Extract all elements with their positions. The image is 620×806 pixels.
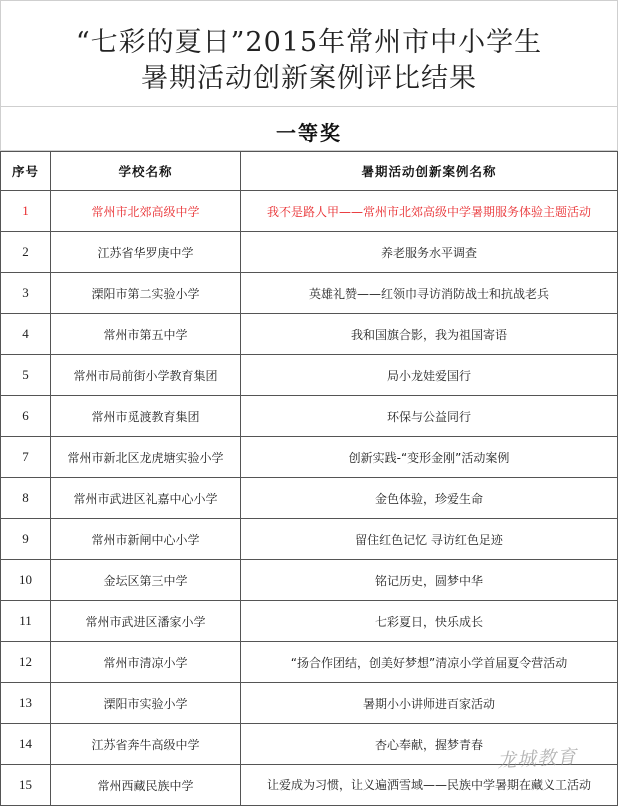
school-name-cell: 江苏省华罗庚中学	[51, 232, 241, 273]
case-name-cell: 让爱成为习惯，让义遍洒雪域——民族中学暑期在藏义工活动	[241, 765, 618, 806]
row-number-cell: 3	[1, 273, 51, 314]
case-name-cell: 留住红色记忆 寻访红色足迹	[241, 519, 618, 560]
school-name-cell: 常州市新闸中心小学	[51, 519, 241, 560]
row-number-cell: 1	[1, 191, 51, 232]
school-name-cell: 常州市新北区龙虎塘实验小学	[51, 437, 241, 478]
case-name-cell: “扬合作团结，创美好梦想”清凉小学首届夏令营活动	[241, 642, 618, 683]
table-row	[1, 642, 618, 683]
case-name-cell: 养老服务水平调查	[241, 232, 618, 273]
row-number-cell: 4	[1, 314, 51, 355]
table-row	[1, 191, 618, 232]
award-level-label: 一等奖	[276, 121, 342, 145]
table-row	[1, 314, 618, 355]
table-row	[1, 437, 618, 478]
table-row	[1, 396, 618, 437]
award-section-row	[0, 107, 618, 151]
row-number-cell: 5	[1, 355, 51, 396]
school-name-cell: 常州市觅渡教育集团	[51, 396, 241, 437]
header-case-name: 暑期活动创新案例名称	[241, 152, 618, 191]
row-number-cell: 13	[1, 683, 51, 724]
school-name-cell: 常州市第五中学	[51, 314, 241, 355]
school-name-cell: 江苏省奔牛高级中学	[51, 724, 241, 765]
results-table	[0, 151, 618, 806]
school-name-cell: 常州市武进区潘家小学	[51, 601, 241, 642]
row-number-cell: 8	[1, 478, 51, 519]
table-row	[1, 601, 618, 642]
watermark-logo: 龙城教育	[496, 745, 578, 773]
table-header-row	[1, 152, 618, 191]
row-number-cell: 6	[1, 396, 51, 437]
case-name-cell: 环保与公益同行	[241, 396, 618, 437]
table-row	[1, 683, 618, 724]
school-name-cell: 常州西藏民族中学	[51, 765, 241, 806]
document-title-line-1: “七彩的夏日”2015年常州市中小学生	[75, 27, 543, 58]
row-number-cell: 11	[1, 601, 51, 642]
table-row	[1, 232, 618, 273]
case-name-cell: 暑期小小讲师进百家活动	[241, 683, 618, 724]
case-name-cell: 杏心奉献，握梦青春	[241, 724, 618, 765]
header-school-name: 学校名称	[51, 152, 241, 191]
row-number-cell: 14	[1, 724, 51, 765]
title-block	[0, 0, 618, 107]
case-name-cell: 英雄礼赞——红领巾寻访消防战士和抗战老兵	[241, 273, 618, 314]
case-name-cell: 我和国旗合影，我为祖国寄语	[241, 314, 618, 355]
row-number-cell: 10	[1, 560, 51, 601]
row-number-cell: 15	[1, 765, 51, 806]
document-title-line-2: 暑期活动创新案例评比结果	[141, 63, 477, 94]
school-name-cell: 常州市局前街小学教育集团	[51, 355, 241, 396]
case-name-cell: 金色体验，珍爱生命	[241, 478, 618, 519]
school-name-cell: 溧阳市实验小学	[51, 683, 241, 724]
case-name-cell: 铭记历史，圆梦中华	[241, 560, 618, 601]
table-row	[1, 519, 618, 560]
table-row	[1, 355, 618, 396]
case-name-cell: 局小龙娃爱国行	[241, 355, 618, 396]
table-row	[1, 273, 618, 314]
case-name-cell: 创新实践-“变形金刚”活动案例	[241, 437, 618, 478]
case-name-cell: 七彩夏日，快乐成长	[241, 601, 618, 642]
school-name-cell: 溧阳市第二实验小学	[51, 273, 241, 314]
header-number: 序号	[1, 152, 51, 191]
row-number-cell: 2	[1, 232, 51, 273]
table-row	[1, 478, 618, 519]
row-number-cell: 12	[1, 642, 51, 683]
school-name-cell: 常州市北郊高级中学	[51, 191, 241, 232]
school-name-cell: 常州市清凉小学	[51, 642, 241, 683]
case-name-cell: 我不是路人甲——常州市北郊高级中学暑期服务体验主题活动	[241, 191, 618, 232]
row-number-cell: 7	[1, 437, 51, 478]
row-number-cell: 9	[1, 519, 51, 560]
table-row	[1, 560, 618, 601]
school-name-cell: 金坛区第三中学	[51, 560, 241, 601]
school-name-cell: 常州市武进区礼嘉中心小学	[51, 478, 241, 519]
